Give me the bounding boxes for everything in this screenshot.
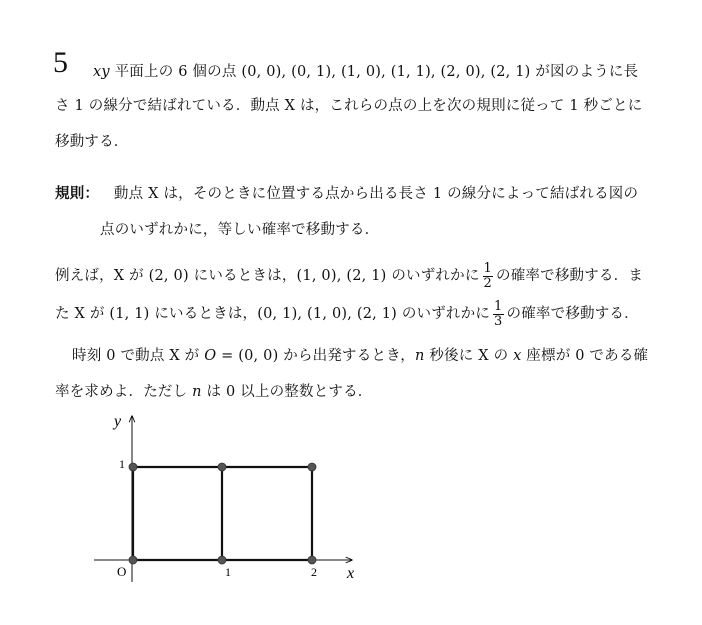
y-axis-label: y bbox=[114, 413, 122, 430]
intro-line-3: 移動する． bbox=[55, 134, 129, 150]
vertex-1-1 bbox=[218, 463, 226, 471]
question-text-c: 秒後に X の bbox=[424, 348, 514, 364]
rule-label: 規則： bbox=[55, 186, 100, 202]
question-var-n-2: n bbox=[192, 384, 202, 400]
question-var-x: x bbox=[513, 348, 522, 364]
vertex-1-0 bbox=[218, 556, 226, 564]
fraction-numerator: 1 bbox=[494, 299, 503, 314]
fraction-denominator: 2 bbox=[483, 275, 493, 291]
intro-line-2: さ 1 の線分で結ばれている．動点 X は，これらの点の上を次の規則に従って 1 秒ごとに bbox=[55, 98, 643, 114]
vertex-2-0 bbox=[308, 556, 316, 564]
intro-text-1: 平面上の 6 個の点 (0, 0), (0, 1), (1, 0), (1, 1), (2, 0), (2, 1) が図のように長 bbox=[114, 64, 639, 80]
fraction-denominator: 3 bbox=[494, 313, 503, 329]
vertex-0-0 bbox=[129, 556, 137, 564]
intro-vars: xy bbox=[93, 64, 110, 80]
example-1-text-a: 例えば，X が (2, 0) にいるときは，(1, 0), (2, 1) のいずれかに bbox=[55, 268, 480, 285]
rule-text-1: 動点 X は，そのときに位置する点から出る長さ 1 の線分によって結ばれる図の bbox=[113, 186, 639, 202]
question-origin-symbol: O bbox=[204, 348, 217, 364]
question-text-b: = (0, 0) から出発するとき， bbox=[216, 348, 415, 364]
example-2-text-b: の確率で移動する． bbox=[506, 306, 639, 323]
x-tick-2: 2 bbox=[311, 565, 317, 579]
question-text-a: 時刻 0 で動点 X が bbox=[72, 348, 205, 364]
question-text-f: は 0 以上の整数とする． bbox=[201, 384, 373, 400]
question-text-e: 率を求めよ．ただし bbox=[55, 384, 193, 400]
question-var-n: n bbox=[414, 348, 425, 364]
vertex-2-1 bbox=[308, 463, 316, 471]
rule-line-2: 点のいずれかに，等しい確率で移動する． bbox=[100, 222, 380, 238]
fraction-numerator: 1 bbox=[483, 261, 493, 276]
example-2-text-a: た X が (1, 1) にいるときは，(0, 1), (1, 0), (2, 1) のいずれかに bbox=[55, 306, 491, 323]
problem-number: 5 bbox=[53, 46, 68, 79]
question-text-d: 座標が 0 である確 bbox=[521, 348, 649, 364]
y-tick-1: 1 bbox=[119, 457, 125, 471]
x-axis-label: x bbox=[347, 565, 355, 582]
graph-edges bbox=[133, 467, 312, 560]
vertex-0-1 bbox=[129, 463, 137, 471]
example-1-text-b: の確率で移動する．ま bbox=[496, 268, 644, 285]
x-tick-1: 1 bbox=[225, 565, 231, 579]
origin-label: O bbox=[117, 564, 127, 579]
